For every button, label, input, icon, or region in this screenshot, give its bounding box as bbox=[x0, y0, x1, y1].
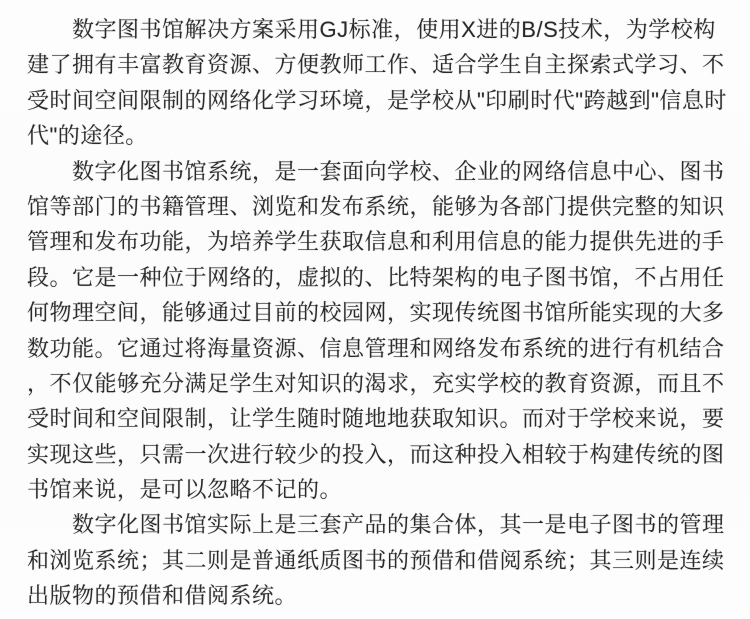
text-line: 书馆来说，是可以忽略不记的。 bbox=[27, 477, 343, 503]
text-line: 数功能。它通过将海量资源、信息管理和网络发布系统的进行有机结合 bbox=[27, 335, 725, 361]
text-line: 数字化图书馆实际上是三套产品的集合体，其一是电子图书的管理 bbox=[72, 512, 725, 538]
text-line: 建了拥有丰富教育资源、方便教师工作、适合学生自主探索式学习、不 bbox=[27, 52, 725, 78]
text-line: 出版物的预借和借阅系统。 bbox=[27, 583, 298, 609]
text-line: 实现这些，只需一次进行较少的投入，而这种投入相较于构建传统的图 bbox=[27, 441, 725, 467]
text-line: 段。它是一种位于网络的，虚拟的、比特架构的电子图书馆，不占用任 bbox=[27, 264, 725, 290]
text-line: 数字化图书馆系统，是一套面向学校、企业的网络信息中心、图书 bbox=[72, 158, 725, 184]
text-line: 馆等部门的书籍管理、浏览和发布系统，能够为各部门提供完整的知识 bbox=[27, 193, 725, 219]
paragraph bbox=[27, 12, 730, 154]
text-line: ，不仅能够充分满足学生对知识的渴求，充实学校的教育资源，而且不 bbox=[27, 370, 725, 396]
text-line: 数字图书馆解决方案采用GJ标准，使用X进的B/S技术，为学校构 bbox=[72, 17, 716, 42]
paragraph bbox=[27, 154, 730, 508]
text-line: 受时间和空间限制，让学生随时随地地获取知识。而对于学校来说，要 bbox=[27, 406, 725, 432]
text-line: 受时间空间限制的网络化学习环境，是学校从"印刷时代"跨越到"信息时 bbox=[27, 87, 727, 113]
text-line: 代"的途径。 bbox=[27, 123, 148, 149]
text-line: 何物理空间，能够通过目前的校园网，实现传统图书馆所能实现的大多 bbox=[27, 300, 725, 326]
text-line: 管理和发布功能，为培养学生获取信息和利用信息的能力提供先进的手 bbox=[27, 229, 725, 255]
text-line: 和浏览系统；其二则是普通纸质图书的预借和借阅系统；其三则是连续 bbox=[27, 547, 725, 573]
document-body bbox=[27, 12, 730, 614]
paragraph bbox=[27, 507, 730, 613]
